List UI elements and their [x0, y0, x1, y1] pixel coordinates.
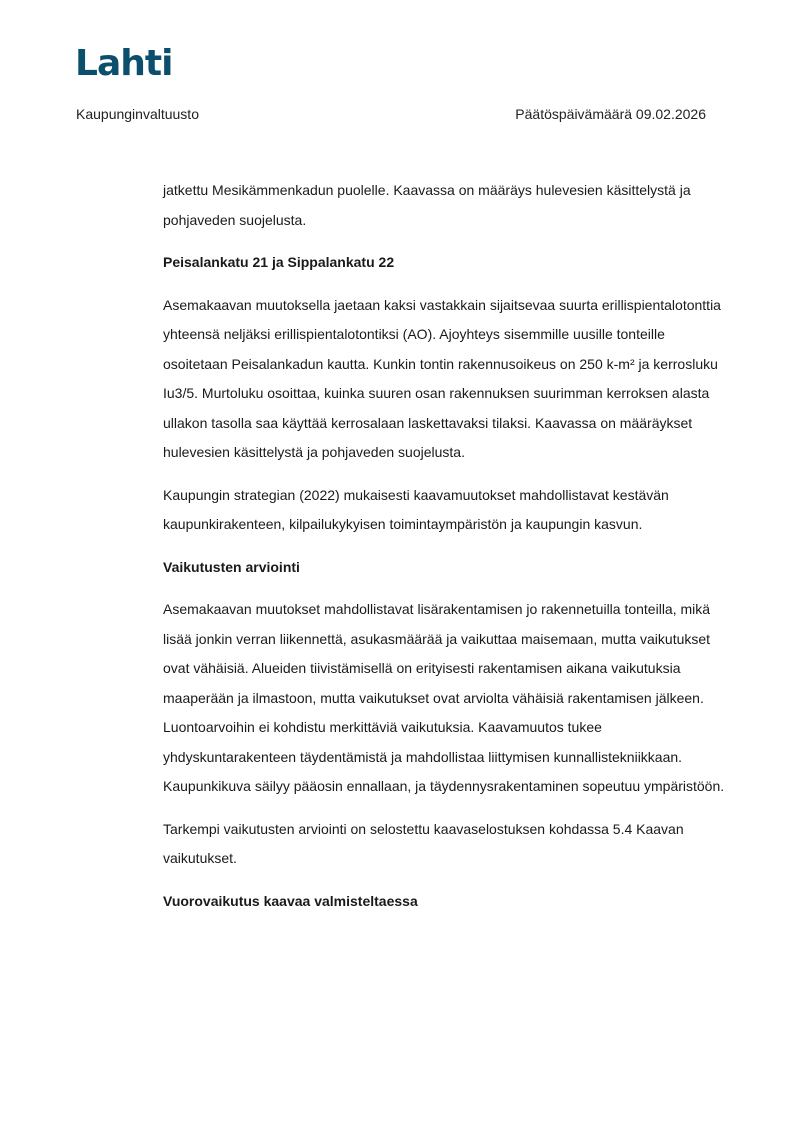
heading-impact-assessment: Vaikutusten arviointi — [163, 558, 300, 575]
paragraph-impact-reference: Tarkempi vaikutusten arviointi on selostettu kaavaselostuksen kohdassa 5.4 Kaavan vaikutukset. — [163, 820, 684, 866]
paragraph-strategy: Kaupungin strategian (2022) mukaisesti kaavamuutokset mahdollistavat kestävän kaupunkirakenteen, kilpailukykyisen toimintaympäristön ja kaupungin kasvun. — [163, 486, 669, 532]
paragraph-impacts: Asemakaavan muutokset mahdollistavat lisärakentamisen jo rakennetuilla tonteilla, mikä lisää jonkin verran liikennettä, asukasmäärää ja vaikuttaa maisemaan, mutta vaikutukset ovat vähäisiä. Alueiden tiivistämisellä on erityisesti rakentamisen aikana vaikutuksia maaperään ja ilmastoon, mutta vaikutukset ovat arviolta vähäisiä rakentamisen jälkeen. Luontoarvoihin ei kohdistu merkittäviä vaikutuksia. Kaavamuutos tukee yhdyskuntarakenteen täydentämistä ja mahdollistaa liittymisen kunnallistekniikkaan. Kaupunkikuva säilyy pääosin ennallaan, ja täydennysrakentaminen sopeutuu ympäristöön. — [163, 601, 725, 794]
paragraph-continuation: jatkettu Mesikämmenkadun puolelle. Kaavassa on määräys hulevesien käsittelystä ja pohjaveden suojelusta. — [163, 182, 691, 228]
decision-date-label: Päätöspäivämäärä — [515, 106, 633, 122]
lahti-logo: Lahti — [75, 43, 173, 84]
organization-name: Kaupunginvaltuusto — [76, 106, 199, 122]
heading-interaction: Vuorovaikutus kaavaa valmisteltaessa — [163, 892, 418, 909]
paragraph-peisalankatu: Asemakaavan muutoksella jaetaan kaksi vastakkain sijaitsevaa suurta erillispientalotonttia yhteensä neljäksi erillispientalotontiksi (AO). Ajoyhteys sisemmille uusille tonteille osoitetaan Peisalankadun kautta. Kunkin tontin rakennusoikeus on 250 k-m² ja kerrosluku Iu3/5. Murtoluku osoittaa, kuinka suuren osan rakennuksen suurimman kerroksen alasta ullakon tasolla saa käyttää kerrosalaan laskettavaksi tilaksi. Kaavassa on määräykset hulevesien käsittelystä ja pohjaveden suojelusta. — [163, 296, 721, 460]
decision-date-value: 09.02.2026 — [635, 106, 706, 122]
heading-peisalankatu: Peisalankatu 21 ja Sippalankatu 22 — [163, 254, 395, 270]
document-body — [163, 176, 728, 929]
decision-date — [515, 106, 706, 122]
